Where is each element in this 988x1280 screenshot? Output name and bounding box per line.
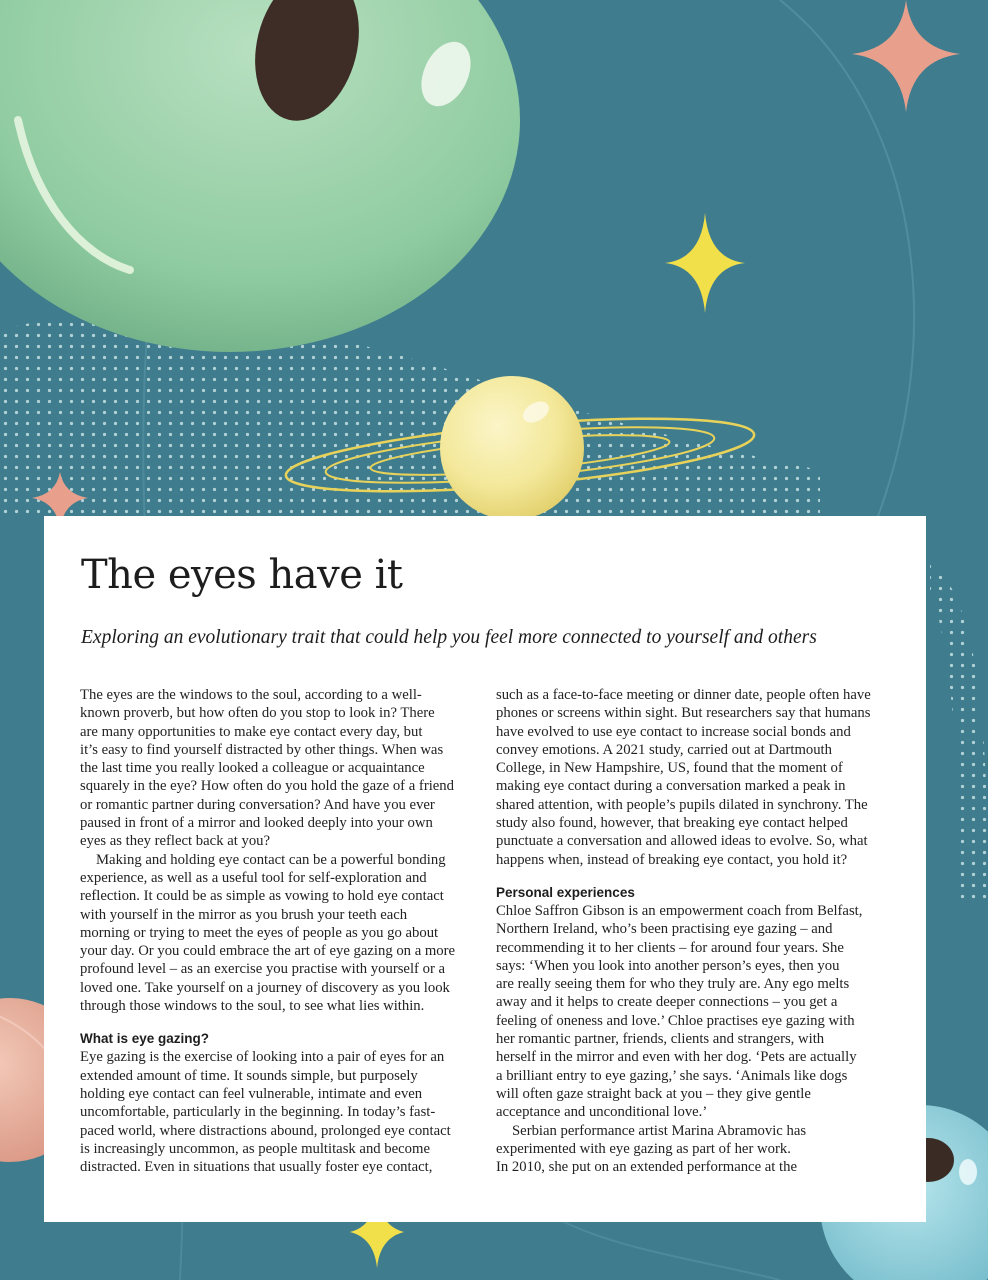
- article-card: [44, 516, 926, 1222]
- section-heading: Personal experiences: [496, 884, 635, 900]
- paragraph: such as a face-to-face meeting or dinner date, people often have phones or screens within sight. But researchers say that humans have evolved to use eye contact to increase social bonds and convey emotions. A 2021 study, carried out at Dartmouth College, in New Hampshire, US, found that the moment of making eye contact during a conversation marked a peak in shared attention, with people’s pupils dilated in synchrony. The study also found, however, that breaking eye contact helped punctuate a conversation and allowed ideas to evolve. So, what happens when, instead of breaking eye contact, you hold it?: [496, 687, 871, 868]
- paragraph: Eye gazing is the exercise of looking into a pair of eyes for an extended amount of time. It sounds simple, but purposely holding eye contact can feel vulnerable, intimate and even uncomfortable, particularly in the beginning. In today’s fast- paced world, where distractions abound, prolonged eye contact is increasingly uncommon, as people multitask and become distracted. Even in situations that usually foster eye contact,: [80, 1049, 451, 1176]
- article-standfirst: Exploring an evolutionary trait that could help you feel more connected to yourself and others: [81, 627, 817, 648]
- paragraph: The eyes are the windows to the soul, according to a well- known proverb, but how often do you stop to look in? There are many opportunities to make eye contact every day, but it’s easy to find yourself distracted by other things. When was the last time you really looked a colleague or acquaintance squarely in the eye? How often do you hold the gaze of a friend or romantic partner during conversation? And have you ever paused in front of a mirror and looked deeply into your own eyes as they reflect back at you?: [80, 687, 454, 850]
- paragraph: Serbian performance artist Marina Abramovic has experimented with eye gazing as part of her work. In 2010, she put on an extended performance at the: [496, 1122, 807, 1176]
- paragraph: Chloe Saffron Gibson is an empowerment coach from Belfast, Northern Ireland, who’s been practising eye gazing – and recommending it to her clients – for around four years. She says: ‘When you look into another person’s eyes, then you are really seeing them for who they truly are. Any ego melts away and it helps to create deeper connections – you get a feeling of oneness and love.’ Chloe practises eye gazing with her romantic partner, friends, clients and strangers, with herself in the mirror and even with her dog. ‘Pets are actually a brilliant entry to eye gazing,’ she says. ‘Animals like dogs will often gaze straight back at you – they give gentle acceptance and unconditional love.’: [496, 902, 863, 1121]
- article-column-left: [80, 686, 464, 1176]
- paragraph: Making and holding eye contact can be a powerful bonding experience, as well as a useful tool for self-exploration and reflection. It could be as simple as vowing to hold eye contact with yourself in the mirror as you brush your teeth each morning or trying to meet the eyes of people as you go about your day. Or you could embrace the art of eye gazing on a more profound level – as an exercise you practise with yourself or a loved one. Take yourself on a journey of discovery as you look through those windows to the soul, to see what lies within.: [80, 851, 456, 1015]
- section-heading: What is eye gazing?: [80, 1031, 210, 1047]
- article-column-right: [496, 686, 901, 1176]
- article-title: The eyes have it: [81, 552, 403, 598]
